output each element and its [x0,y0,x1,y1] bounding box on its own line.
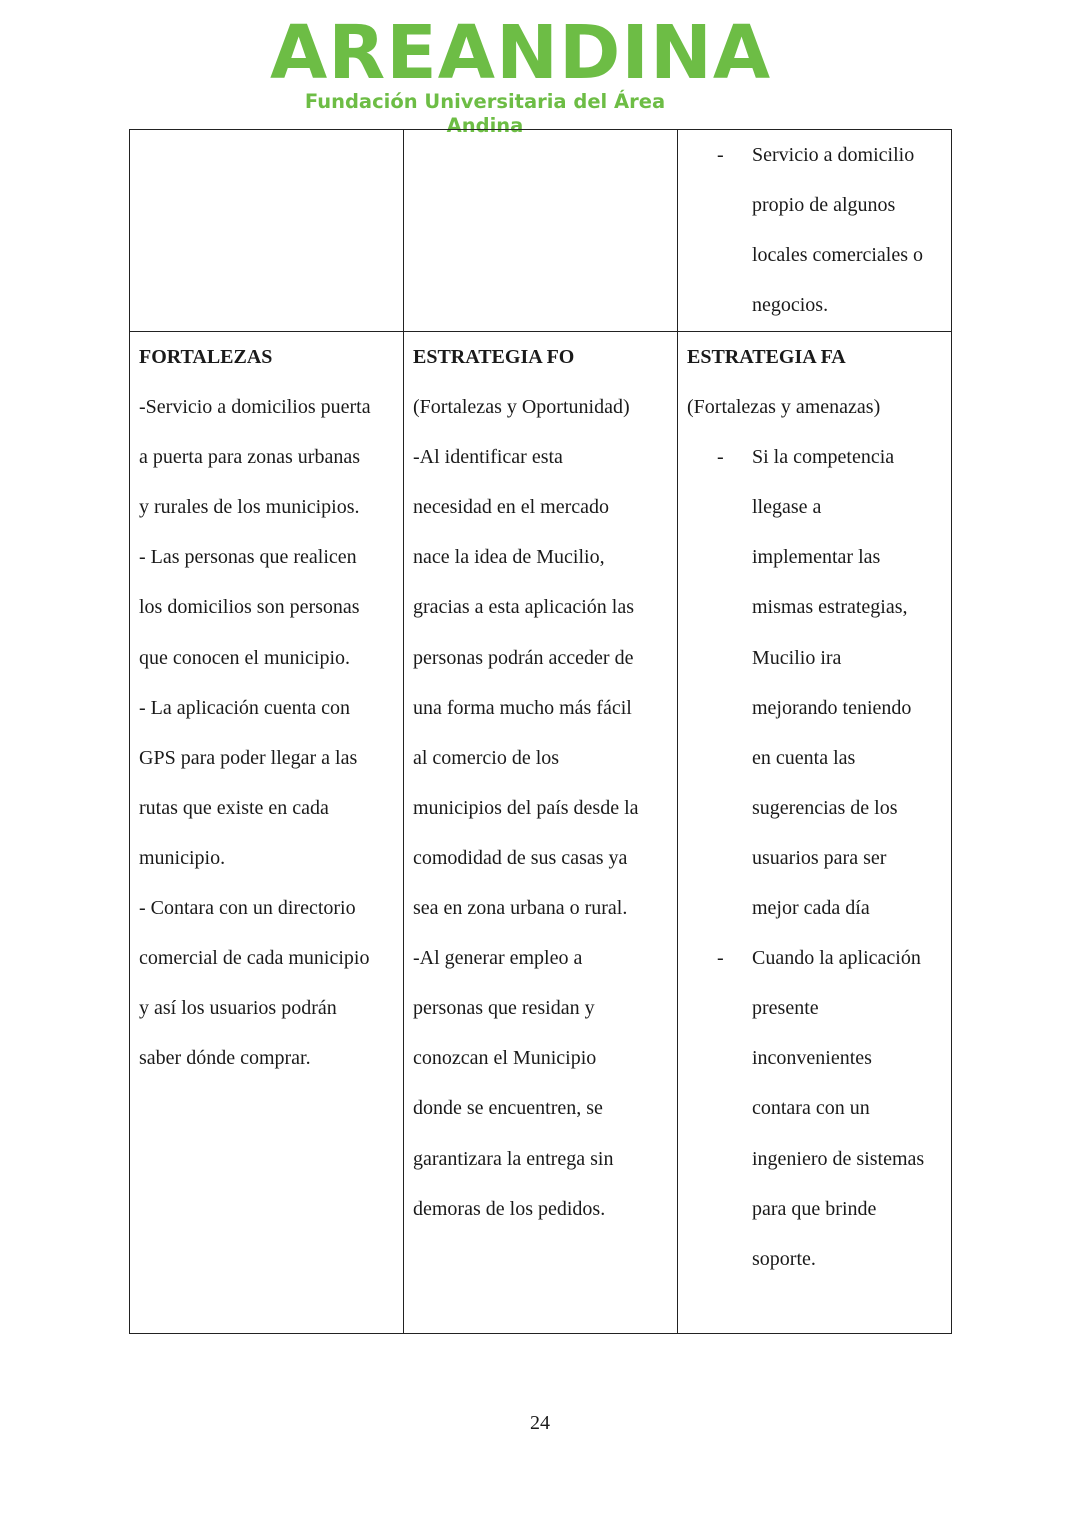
text-line: sea en zona urbana o rural. [413,897,628,920]
areandina-logo [270,10,772,138]
text-line: GPS para poder llegar a las [139,746,358,769]
bullet-item [687,130,943,330]
text-line: conozcan el Municipio [413,1047,597,1070]
logo-wordmark: AREANDINA [270,10,772,96]
text-line: Mucilio ira [752,646,842,669]
text-line: los domicilios son personas [139,596,360,619]
text-line: para que brinde [752,1197,877,1220]
text-line: personas podrán acceder de [413,646,634,669]
text-line: comodidad de sus casas ya [413,846,628,869]
text-line: y así los usuarios podrán [139,997,337,1020]
fortalezas-heading: FORTALEZAS [139,346,273,368]
text-line: sugerencias de los [752,796,898,819]
text-line: gracias a esta aplicación las [413,596,634,619]
text-line: que conocen el municipio. [139,646,351,669]
text-line: nace la idea de Mucilio, [413,546,605,569]
text-line: contara con un [752,1097,870,1120]
swot-strategy-table [129,129,952,1334]
text-line: -Al identificar esta [413,446,563,469]
top-cell-1 [130,130,404,332]
text-line: negocios. [752,294,829,317]
estrategia-fo-cell [404,332,678,1334]
text-line: -Servicio a domicilios puerta [139,396,371,419]
text-line: mejorando teniendo [752,696,912,719]
page-number: 24 [530,1412,550,1434]
bullet-dash: - [717,947,724,970]
estrategia-fa-intro: (Fortalezas y amenazas) [687,396,881,419]
text-line: municipios del país desde la [413,796,639,819]
top-cell-2 [404,130,678,332]
text-line: una forma mucho más fácil [413,696,632,719]
table-row-top [130,130,952,332]
text-line: comercial de cada municipio [139,947,370,970]
text-line: soporte. [752,1247,816,1270]
text-line: (Fortalezas y Oportunidad) [413,396,630,419]
text-line: Si la competencia [752,446,895,469]
text-line: al comercio de los [413,746,560,769]
text-line: municipio. [139,846,226,869]
bullet-item [687,933,943,1284]
text-line: mismas estrategias, [752,596,908,619]
text-line: Servicio a domicilio [752,144,915,166]
estrategia-fo-heading: ESTRATEGIA FO [413,346,575,368]
estrategia-fa-heading: ESTRATEGIA FA [687,346,846,368]
text-line: - La aplicación cuenta con [139,696,350,719]
text-line: Cuando la aplicación [752,947,921,970]
bullet-dash: - [717,144,724,166]
text-line: -Al generar empleo a [413,947,583,970]
text-line: demoras de los pedidos. [413,1197,606,1220]
fortalezas-cell [130,332,404,1334]
text-line: donde se encuentren, se [413,1097,603,1120]
text-line: propio de algunos [752,194,896,217]
text-line: usuarios para ser [752,846,887,869]
text-line: garantizara la entrega sin [413,1147,614,1170]
text-line: necesidad en el mercado [413,496,610,519]
text-line: en cuenta las [752,746,856,769]
text-line: a puerta para zonas urbanas [139,446,360,469]
bullet-dash: - [717,446,724,469]
text-line: - Contara con un directorio [139,897,356,920]
text-line: saber dónde comprar. [139,1047,311,1070]
text-line: llegase a [752,496,822,519]
text-line: ingeniero de sistemas [752,1147,925,1170]
text-line: implementar las [752,546,881,569]
text-line: personas que residan y [413,997,595,1020]
top-cell-3 [678,130,952,332]
text-line: mejor cada día [752,897,870,920]
text-line: inconvenientes [752,1047,872,1070]
text-line: presente [752,997,819,1020]
text-line: locales comerciales o [752,244,924,267]
logo-subtitle: Fundación Universitaria del Área Andina [304,90,666,137]
table-row-main [130,332,952,1334]
estrategia-fa-cell [678,332,952,1334]
text-line: - Las personas que realicen [139,546,357,569]
text-line: rutas que existe en cada [139,796,329,819]
bullet-item [687,432,943,933]
text-line: y rurales de los municipios. [139,496,360,519]
